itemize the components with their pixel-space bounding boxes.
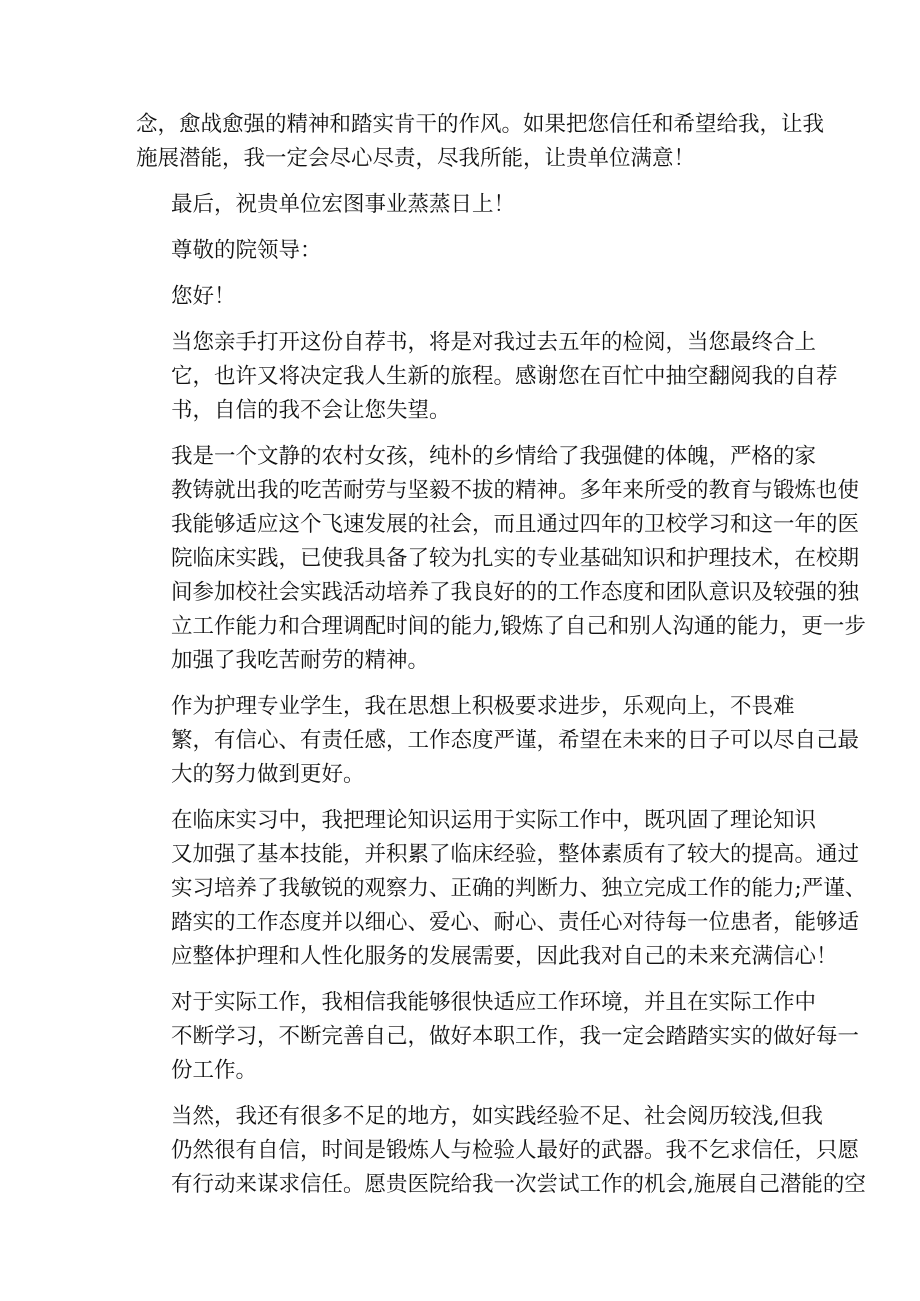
paragraph — [136, 280, 800, 314]
paragraph — [136, 1100, 866, 1202]
text-line: 尊敬的院领导： — [171, 238, 322, 263]
text-line: 当您亲手打开这份自荐书，将是对我过去五年的检阅，当您最终合上 — [171, 330, 817, 355]
text-line: 我是一个文静的农村女孩，纯朴的乡情给了我强健的体魄，严格的家 — [171, 444, 817, 469]
text-line: 立工作能力和合理调配时间的能力,锻炼了自己和别人沟通的能力，更一步 — [171, 614, 866, 639]
text-line: 繁，有信心、有责任感，工作态度严谨，希望在未来的日子可以尽自己最 — [171, 728, 860, 753]
document-body — [136, 108, 867, 1214]
text-line: 作为护理专业学生，我在思想上积极要求进步，乐观向上，不畏难 — [171, 694, 795, 719]
paragraph — [136, 690, 860, 792]
paragraph — [136, 440, 866, 678]
text-line: 又加强了基本技能，并积累了临床经验，整体素质有了较大的提高。通过 — [171, 842, 860, 867]
paragraph — [136, 804, 867, 974]
text-line: 应整体护理和人性化服务的发展需要，因此我对自己的未来充满信心！ — [171, 944, 838, 969]
text-line: 实习培养了我敏锐的观察力、正确的判断力、独立完成工作的能力;严谨、 — [171, 876, 867, 901]
text-line: 对于实际工作，我相信我能够很快适应工作环境，并且在实际工作中 — [171, 990, 817, 1015]
text-line: 念，愈战愈强的精神和踏实肯干的作风。如果把您信任和希望给我，让我 — [136, 112, 825, 137]
text-line: 教铸就出我的吃苦耐劳与坚毅不拔的精神。多年来所受的教育与锻炼也使 — [171, 478, 860, 503]
text-line: 仍然很有自信，时间是锻炼人与检验人最好的武器。我不乞求信任，只愿 — [171, 1138, 860, 1163]
text-line: 不断学习，不断完善自己，做好本职工作，我一定会踏踏实实的做好每一 — [171, 1024, 860, 1049]
text-line: 份工作。 — [171, 1058, 258, 1083]
text-line: 在临床实习中，我把理论知识运用于实际工作中，既巩固了理论知识 — [171, 808, 817, 833]
text-line: 施展潜能，我一定会尽心尽责，尽我所能，让贵单位满意！ — [136, 146, 696, 171]
text-line: 当然，我还有很多不足的地方，如实践经验不足、社会阅历较浅,但我 — [171, 1104, 823, 1129]
text-line: 院临床实践，已使我具备了较为扎实的专业基础知识和护理技术，在校期 — [171, 546, 860, 571]
text-line: 踏实的工作态度并以细心、爱心、耐心、责任心对待每一位患者，能够适 — [171, 910, 860, 935]
text-line: 间参加校社会实践活动培养了我良好的的工作态度和团队意识及较强的独 — [171, 580, 860, 605]
paragraph — [136, 108, 825, 176]
text-line: 最后，祝贵单位宏图事业蒸蒸日上！ — [171, 192, 516, 217]
text-line: 它，也许又将决定我人生新的旅程。感谢您在百忙中抽空翻阅我的自荐 — [171, 364, 838, 389]
paragraph — [136, 326, 838, 428]
paragraph — [136, 188, 800, 222]
text-line: 有行动来谋求信任。愿贵医院给我一次尝试工作的机会,施展自己潜能的空 — [171, 1172, 866, 1197]
text-line: 书，自信的我不会让您失望。 — [171, 398, 451, 423]
paragraph — [136, 986, 860, 1088]
text-line: 大的努力做到更好。 — [171, 762, 365, 787]
text-line: 您好！ — [171, 284, 236, 309]
paragraph — [136, 234, 800, 268]
text-line: 加强了我吃苦耐劳的精神。 — [171, 648, 430, 673]
text-line: 我能够适应这个飞速发展的社会，而且通过四年的卫校学习和这一年的医 — [171, 512, 860, 537]
